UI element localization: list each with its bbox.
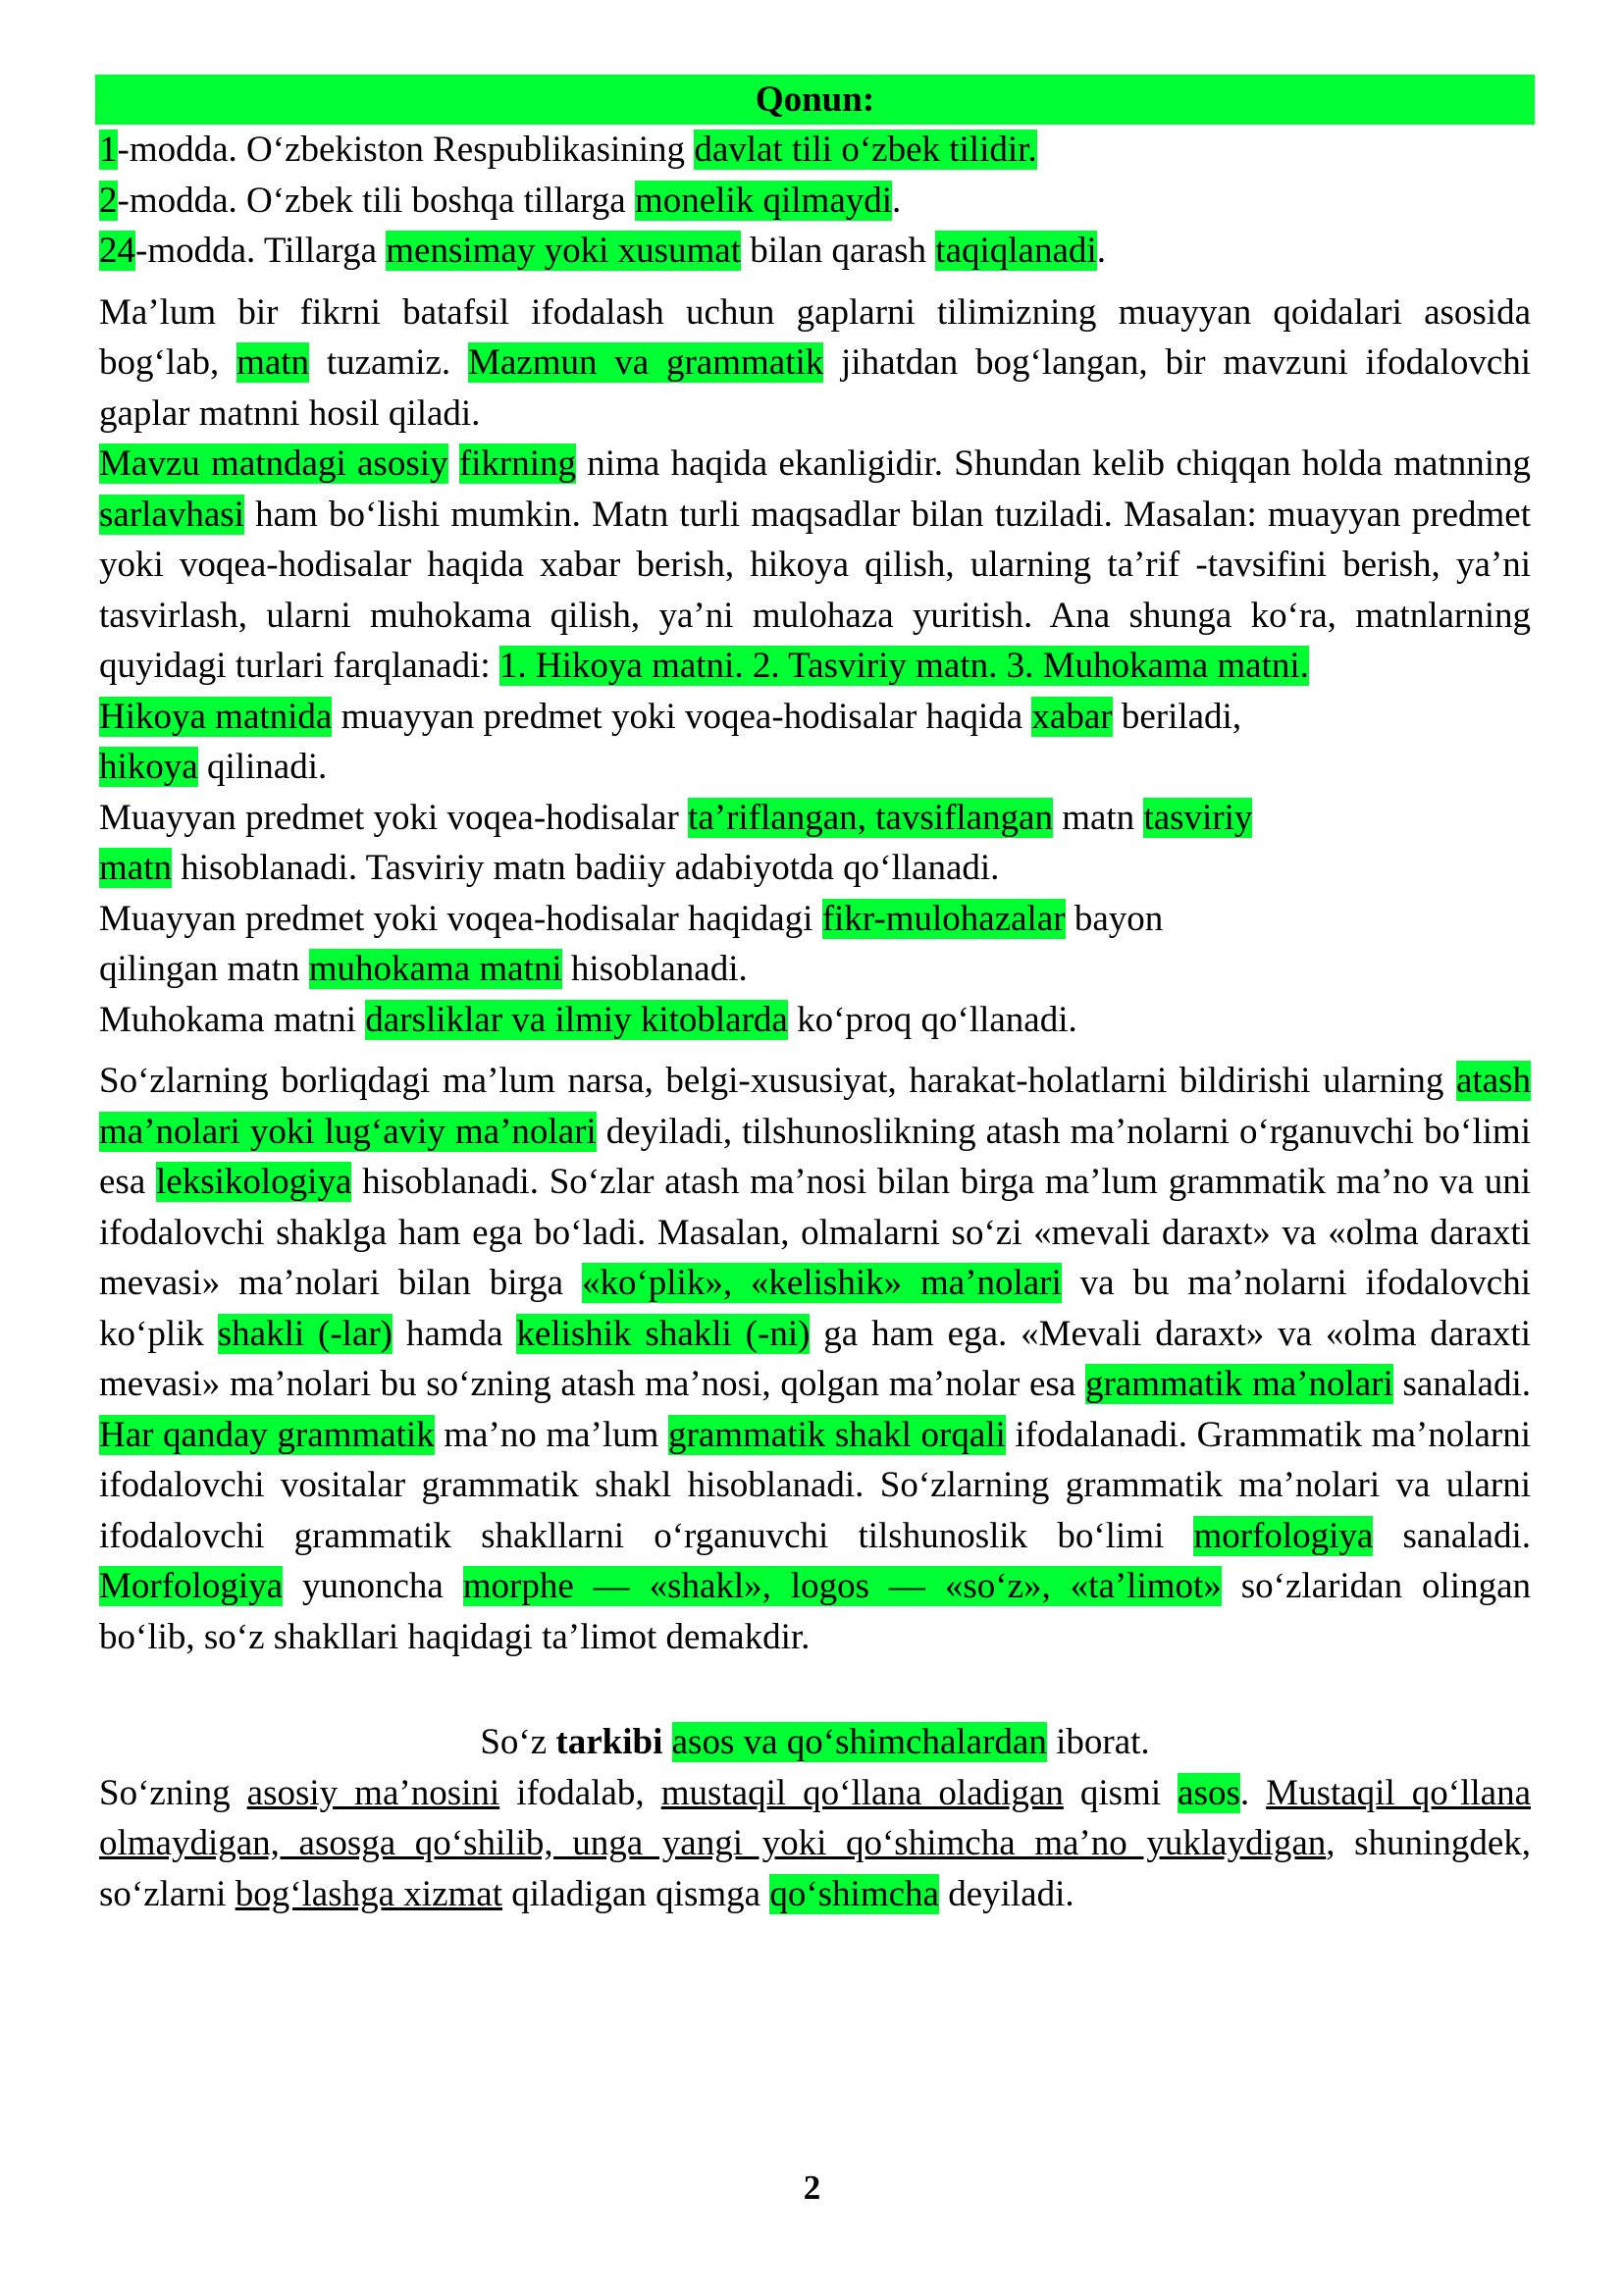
text: . xyxy=(1239,1772,1267,1813)
article-highlight: mensimay yoki xusumat xyxy=(386,231,741,271)
text: So‘zning xyxy=(99,1772,247,1813)
article-text: -modda. Tillarga xyxy=(135,231,387,271)
article-number: 1 xyxy=(99,130,118,170)
highlight: kelishik shakli (-ni) xyxy=(516,1313,811,1354)
highlight: xabar xyxy=(1031,696,1113,737)
text: beriladi, xyxy=(1112,696,1242,737)
text: ifodalab, xyxy=(499,1772,661,1813)
highlight: tasviriy xyxy=(1143,797,1253,838)
highlight: Har qanday grammatik xyxy=(99,1414,435,1455)
article-text: bilan qarash xyxy=(741,231,936,271)
text: hisoblanadi. xyxy=(561,949,748,989)
text: ham bo‘lishi mumkin. Matn turli maqsadlar bilan tuziladi. Masalan: muayyan predmet yoki voqea-hodisalar haqida xabar berish, hikoya qilish, ularning ta’rif -tavsifini berish, ya’ni tasvirlash, ularni muhokama qilish, ya’ni mulohaza yuritish. Ana shunga ko‘ra, matnlarning quyidagi turlari farqlanadi: xyxy=(99,494,1531,686)
highlight: Morfologiya xyxy=(99,1566,284,1606)
bold-term: tarkibi xyxy=(555,1722,663,1762)
paragraph-matn xyxy=(99,287,1531,440)
paragraph-muhokama xyxy=(99,894,1531,995)
paragraph-morfologiya xyxy=(99,1056,1531,1662)
text: sanaladi. xyxy=(1392,1364,1531,1404)
text: Ma’lum bir fikrni batafsil ifodalash uchun gaplarni tilimizning muayyan qoidalari asosida bog‘lab, xyxy=(99,291,1531,383)
highlight: grammatik ma’nolari xyxy=(1084,1364,1393,1404)
highlight: fikr-mulohazalar xyxy=(821,898,1066,939)
highlight: asos va qo‘shimchalardan xyxy=(671,1722,1047,1762)
highlight: «ko‘plik», «kelishik» ma’nolari xyxy=(581,1263,1062,1303)
text: deyiladi. xyxy=(938,1873,1074,1914)
paragraph-darsliklar xyxy=(99,995,1531,1046)
highlight: matn xyxy=(99,848,172,888)
highlight: sarlavhasi xyxy=(99,494,244,535)
article-highlight: monelik qilmaydi xyxy=(634,180,893,221)
text: ko‘proq qo‘llanadi. xyxy=(787,999,1077,1040)
text: ga ham ega. «Mevali daraxt» va «olma daraxti mevasi» ma’nolari bu so‘zning atash ma’nosi, qolgan ma’nolar esa xyxy=(99,1313,1531,1404)
article-text: . xyxy=(1096,231,1106,271)
text: va bu ma’nolarni ifodalovchi ko‘plik xyxy=(99,1263,1532,1354)
law-title: Qonun: xyxy=(95,75,1535,125)
law-article-2 xyxy=(99,176,1531,227)
highlight: leksikologiya xyxy=(156,1162,352,1202)
highlight: morfologiya xyxy=(1193,1515,1374,1556)
text: muayyan predmet yoki voqea-hodisalar haqida xyxy=(332,696,1032,737)
text: ma’no ma’lum xyxy=(434,1414,668,1455)
text: tuzamiz. xyxy=(309,342,468,383)
highlight: Hikoya matnida xyxy=(99,696,333,737)
text: nima haqida ekanligidir. Shundan kelib chiqqan holda matnning xyxy=(576,444,1532,484)
law-article-24 xyxy=(99,226,1531,277)
law-article-1 xyxy=(99,125,1531,176)
paragraph-mavzu xyxy=(99,439,1531,692)
text: hisoblanadi. Tasviriy matn badiiy adabiyotda qo‘llanadi. xyxy=(171,848,1000,888)
highlight: asos xyxy=(1178,1772,1240,1813)
article-text: -modda. O‘zbekiston Respublikasining xyxy=(117,130,695,170)
article-number: 24 xyxy=(99,231,135,271)
highlight: grammatik shakl orqali xyxy=(668,1414,1006,1455)
text: qismi xyxy=(1063,1772,1179,1813)
underlined-text: bog‘lashga xizmat xyxy=(235,1873,502,1914)
text: Muayyan predmet yoki voqea-hodisalar haqidagi xyxy=(99,898,822,939)
article-highlight: davlat tili o‘zbek tilidir. xyxy=(694,130,1037,170)
highlight: qo‘shimcha xyxy=(769,1873,939,1914)
highlight: hikoya xyxy=(99,747,198,787)
text: qilingan matn xyxy=(99,949,309,989)
underlined-text: asosiy ma’nosini xyxy=(246,1772,500,1813)
text xyxy=(662,1722,671,1762)
underlined-text: Mustaqil qo‘llana olmaydigan, asosga qo‘shilib, unga yangi yoki qo‘shimcha ma’no yuklaydigan xyxy=(99,1772,1531,1863)
text: jihatdan bog‘langan, bir mavzuni ifodalovchi gaplar matnni hosil qiladi. xyxy=(99,342,1532,434)
text: so‘zlaridan olingan bo‘lib, so‘z shakllari haqidagi ta’limot demakdir. xyxy=(99,1566,1531,1657)
highlight: morphe — «shakl», logos — «so‘z», «ta’limot» xyxy=(462,1566,1222,1606)
highlight: 1. Hikoya matni. 2. Tasviriy matn. 3. Muhokama matni. xyxy=(498,646,1309,686)
page-content xyxy=(99,75,1531,1919)
highlight: atash ma’nolari yoki lug‘aviy ma’nolari xyxy=(99,1061,1531,1152)
paragraph-soz-tarkibi xyxy=(99,1717,1531,1768)
text: iborat. xyxy=(1046,1722,1150,1762)
article-text: . xyxy=(892,180,902,221)
highlight: Mazmun va grammatik xyxy=(467,342,824,383)
text: So‘zlarning borliqdagi ma’lum narsa, belgi-xususiyat, harakat-holatlarni bildirishi ularning xyxy=(99,1061,1456,1101)
text: qilinadi. xyxy=(197,747,328,787)
text: sanaladi. xyxy=(1373,1515,1531,1556)
text: , shuningdek, so‘zlarni xyxy=(99,1823,1531,1914)
highlight: fikrning xyxy=(458,444,577,484)
underlined-text: mustaqil qo‘llana oladigan xyxy=(660,1772,1064,1813)
text: Muayyan predmet yoki voqea-hodisalar xyxy=(99,797,689,838)
highlight: matn xyxy=(236,342,310,383)
highlight: shakli (-lar) xyxy=(217,1313,393,1354)
page-number: 2 xyxy=(803,2168,821,2207)
highlight: muhokama matni xyxy=(308,949,562,989)
article-number: 2 xyxy=(99,180,118,221)
text: deyiladi, tilshunoslikning atash ma’nolarni o‘rganuvchi bo‘limi esa xyxy=(99,1111,1531,1202)
text: Muhokama matni xyxy=(99,999,366,1040)
text: qiladigan qismga xyxy=(501,1873,770,1914)
highlight: ta’riflangan, tavsiflangan xyxy=(688,797,1053,838)
article-text: -modda. O‘zbek tili boshqa tillarga xyxy=(117,180,635,221)
text: hamda xyxy=(393,1313,517,1354)
text: So‘z xyxy=(480,1722,556,1762)
text: matn xyxy=(1052,797,1144,838)
text: yunoncha xyxy=(283,1566,463,1606)
paragraph-hikoya xyxy=(99,692,1531,793)
highlight: Mavzu matndagi asosiy xyxy=(99,444,448,484)
text: bayon xyxy=(1065,898,1164,939)
article-highlight: taqiqlanadi xyxy=(935,231,1097,271)
paragraph-asos-qoshimcha xyxy=(99,1768,1531,1920)
text: ifodalanadi. Grammatik ma’nolarni ifodalovchi vositalar grammatik shakl hisoblanadi. So‘zlarning grammatik ma’nolari va ularni ifodalovchi grammatik shakllarni o‘rganuvchi tilshunoslik bo‘limi xyxy=(99,1414,1531,1556)
paragraph-tasviriy xyxy=(99,793,1531,894)
text: hisoblanadi. So‘zlar atash ma’nosi bilan birga ma’lum grammatik ma’no va uni ifodalovchi shaklga ham ega bo‘ladi. Masalan, olmalarni so‘zi «mevali daraxt» va «olma daraxti mevasi» ma’nolari bilan birga xyxy=(99,1162,1531,1303)
highlight: darsliklar va ilmiy kitoblarda xyxy=(365,999,788,1040)
